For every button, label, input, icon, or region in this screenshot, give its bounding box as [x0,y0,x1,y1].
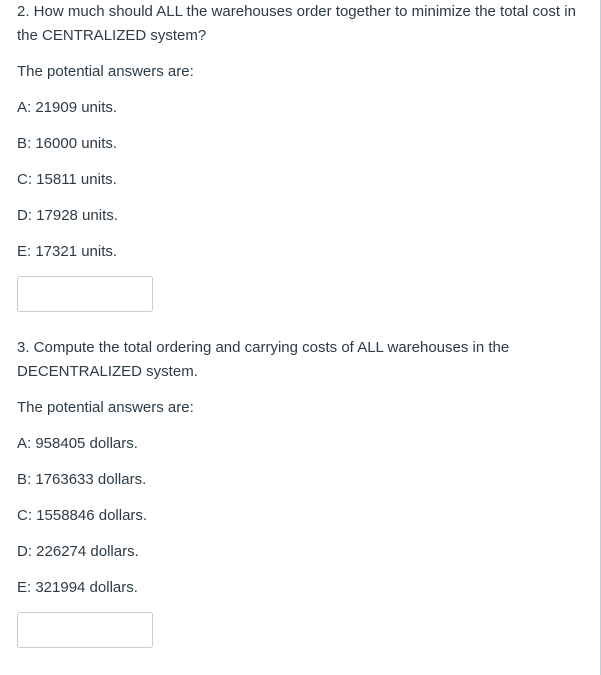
question-3-answer-input[interactable] [17,612,153,648]
question-3-option-c: C: 1558846 dollars. [17,507,148,524]
question-2 [17,0,577,312]
question-3-option-a: A: 958405 dollars. [17,435,138,452]
question-3-option-e: E: 321994 dollars. [17,579,138,596]
question-3-intro: The potential answers are: [17,399,194,416]
question-2-option-b: B: 16000 units. [17,135,118,152]
question-2-option-a: A: 21909 units. [17,99,118,116]
question-2-prompt: 2. How much should ALL the warehouses order together to minimize the total cost in the CENTRALIZED system? [17,3,576,44]
question-2-option-c: C: 15811 units. [17,171,117,188]
question-3-prompt: 3. Compute the total ordering and carrying costs of ALL warehouses in the DECENTRALIZED system. [17,339,510,380]
question-2-option-e: E: 17321 units. [17,243,118,260]
question-2-answer-input[interactable] [17,276,153,312]
question-3 [17,336,577,648]
question-2-option-d: D: 17928 units. [17,207,118,224]
question-3-option-d: D: 226274 dollars. [17,543,139,560]
question-3-option-b: B: 1763633 dollars. [17,471,147,488]
question-2-intro: The potential answers are: [17,63,194,80]
